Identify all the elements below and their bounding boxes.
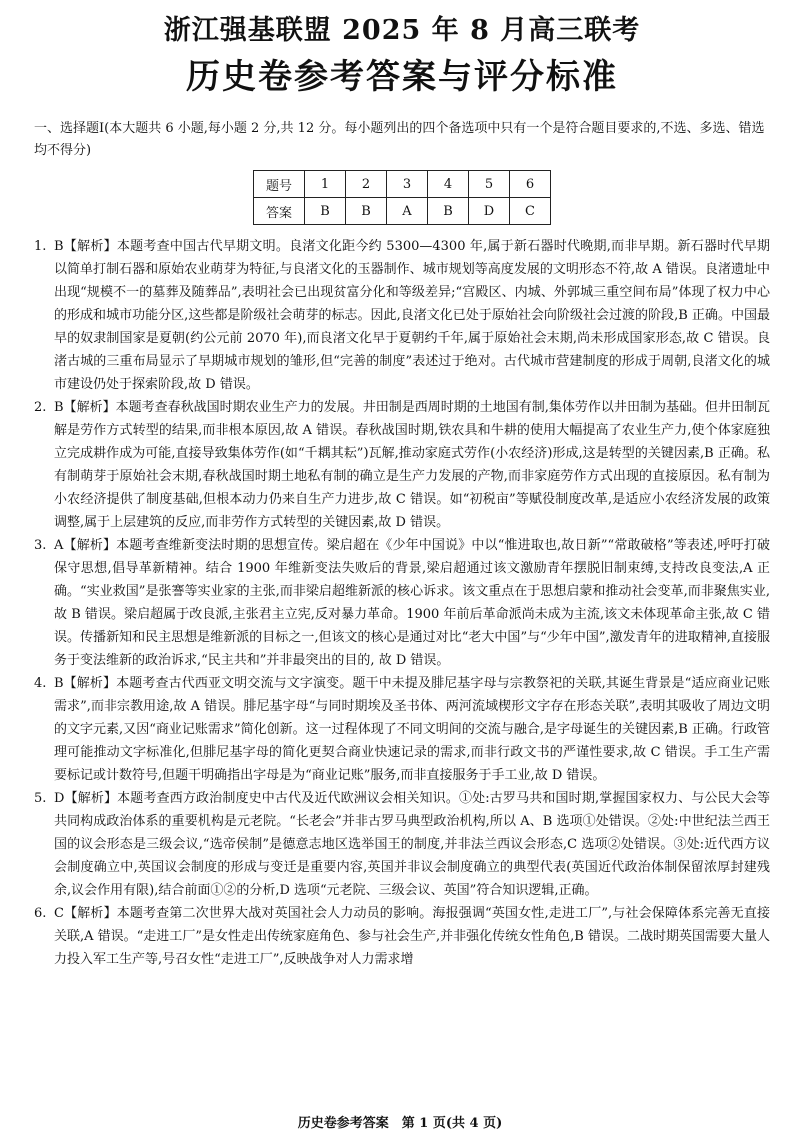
item-text: A【解析】本题考查维新变法时期的思想宣传。梁启超在《少年中国说》中以“惟进取也,故日新”“常敢破格”等表述,呼吁打破保守思想,倡导革新精神。结合 1900 年维新变法失败后的背景,梁启超通过该文激励青年摆脱旧制束缚,支持改良变法,A 正确。“实业救国”是张謇等实业家的主张,而非梁启超维新派的核心诉求。该文重点在于思想启蒙和推动社会变革,而非聚焦实业,故 B 错误。梁启超属于改良派,主张君主立宪,反对暴力革命。1900 年前后革命派尚未成为主流,该文未体现革命主张,故 C 错误。传播新知和民主思想是维新派的目标之一,但该文的核心是通过对比“老大中国”与“少年中国”,激发青年的进取精神,直接服务于变法维新的政治诉求,“民主共和”并非最突出的目的, 故 D 错误。 [54,538,770,668]
document-title: 历史卷参考答案与评分标准 [186,57,618,97]
explanation-item [34,235,770,396]
item-number: 4. [34,676,47,691]
exam-title: 浙江强基联盟 2025 年 8 月高三联考 [163,15,641,46]
item-text: B【解析】本题考查春秋战国时期农业生产力的发展。井田制是西周时期的土地国有制,集体劳作以井田制为基础。但井田制瓦解是劳作方式转型的结果,而非根本原因,故 A 错误。春秋战国时期,铁农具和牛耕的使用大幅提高了农业生产力,使个体家庭独立完成耕作成为可能,直接导致集体劳作(如“千耦其耘”)瓦解,推动家庭式劳作(小农经济)形成,这是转型的关键因素,B 正确。私有制萌芽于原始社会末期,春秋战国时期土地私有制的确立是生产力发展的产物,而非家庭劳作方式出现的直接原因。私有制为小农经济提供了制度基础,但根本动力仍来自生产力进步,故 C 错误。如“初税亩”等赋役制度改革,是适应小农经济发展的政策调整,属于上层建筑的反应,而非劳作方式转型的关键因素,故 D 错误。 [54,400,770,530]
explanation-item [34,534,770,672]
item-text: B【解析】本题考查古代西亚文明交流与文字演变。题干中未提及腓尼基字母与宗教祭祀的关联,其诞生背景是“适应商业记账需求”,而非宗教用途,故 A 错误。腓尼基字母“与同时期埃及圣书体、两河流域楔形文字存在形态关联”,表明其吸收了周边文明的文字元素,又因“商业记账需求”简化创新。这一过程体现了不同文明间的交流与融合,是字母诞生的关键因素,B 正确。行政管理可能推动文字标准化,但腓尼基字母的简化更契合商业快速记录的需求,而非行政文书的严谨性要求,故 C 错误。手工生产需要标记或计数符号,但题干明确指出字母是为“商业记账”服务,而非直接服务于手工业,故 D 错误。 [54,676,770,783]
item-text: C【解析】本题考查第二次世界大战对英国社会人力动员的影响。海报强调“英国女性,走进工厂”,与社会保障体系完善无直接关联,A 错误。“走进工厂”是女性走出传统家庭角色、参与社会生产,并非强化传统女性角色,B 错误。二战时期英国需要大量人力投入军工生产等,号召女性“走进工厂”,反映战争对人力需求增 [54,906,770,967]
table-cell: B [346,198,387,225]
answer-table-row-answers [254,198,551,225]
item-text: B【解析】本题考查中国古代早期文明。良渚文化距今约 5300—4300 年,属于新石器时代晚期,而非早期。新石器时代早期以简单打制石器和原始农业萌芽为特征,与良渚文化的玉器制作、城市规划等高度发展的文明形态不符,故 A 错误。良渚遗址中出现“规模不一的墓葬及随葬品”,表明社会已出现贫富分化和等级差异;“宫殿区、内城、外郭城三重空间布局”体现了权力中心的形成和城市功能分区,这些都是阶级社会萌芽的标志。因此,良渚文化已处于原始社会向阶级社会过渡的阶段,B 正确。中国最早的奴隶制国家是夏朝(约公元前 2070 年),而良渚文化早于夏朝约千年,属于原始社会末期,尚未形成国家形态,故 C 错误。良渚古城的三重布局显示了早期城市规划的雏形,但“完善的制度”表述过于绝对。古代城市营建制度的形成于周朝,良渚文化的城市建设仍处于探索阶段,故 D 错误。 [54,239,770,392]
table-header-cell: 题号 [254,171,305,198]
item-number: 5. [34,791,47,806]
table-cell: 3 [387,171,428,198]
table-cell: 4 [428,171,469,198]
item-number: 2. [34,400,47,415]
explanation-list [34,235,770,971]
table-cell: 6 [510,171,551,198]
table-cell: A [387,198,428,225]
explanation-item [34,396,770,534]
table-cell: B [305,198,346,225]
table-cell: 1 [305,171,346,198]
section-intro: 一、选择题Ⅰ(本大题共 6 小题,每小题 2 分,共 12 分。每小题列出的四个备选项中只有一个是符合题目要求的,不选、多选、错选均不得分) [34,121,765,158]
table-cell: D [469,198,510,225]
explanation-item [34,902,770,971]
explanation-item [34,787,770,902]
answer-table [253,170,551,225]
table-cell: B [428,198,469,225]
item-text: D【解析】本题考查西方政治制度史中古代及近代欧洲议会相关知识。①处:古罗马共和国时期,掌握国家权力、与公民大会等共同构成政治体系的重要机构是元老院。“长老会”并非古罗马典型政治机构,所以 A、B 选项①处错误。②处:中世纪法兰西王国的议会形态是三级会议,“选帝侯制”是德意志地区选举国王的制度,并非法兰西议会形态,C 选项②处错误。③处:近代西方议会制度确立中,英国议会制度的形成与变迁是重要内容,英国并非议会制度确立的典型代表(英国近代政治体制保留浓厚封建残余,议会作用有限),结合前面①②的分析,D 选项“元老院、三级会议、英国”符合知识逻辑,正确。 [54,791,770,898]
answer-table-row-numbers [254,171,551,198]
explanation-item [34,672,770,787]
table-cell: C [510,198,551,225]
item-number: 1. [34,239,47,254]
table-cell: 5 [469,171,510,198]
table-header-cell: 答案 [254,198,305,225]
item-number: 6. [34,906,47,921]
table-cell: 2 [346,171,387,198]
page-footer: 历史卷参考答案 第 1 页(共 4 页) [297,1116,503,1131]
item-number: 3. [34,538,47,553]
